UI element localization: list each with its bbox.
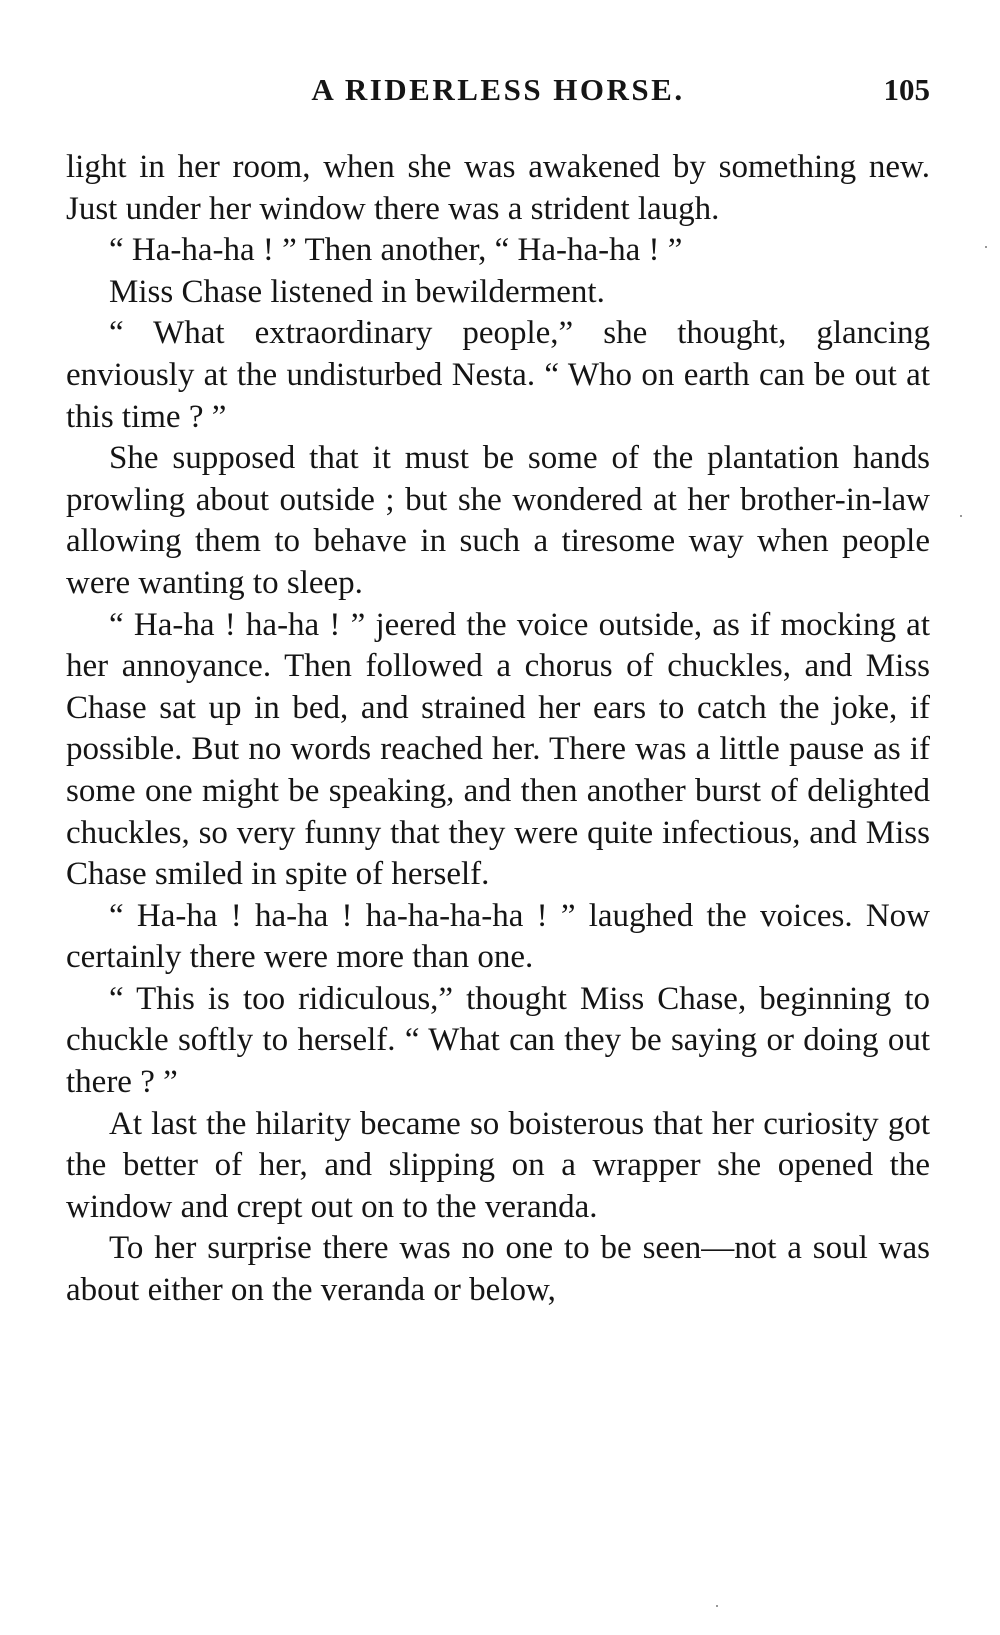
paragraph: light in her room, when she was awakened by something new. Just under her window there was a strident laugh. <box>66 149 930 227</box>
body-text <box>66 147 930 1312</box>
paper-speck <box>960 515 962 517</box>
paragraph: “ Ha-ha-ha ! ” Then another, “ Ha-ha-ha ! ” <box>109 232 683 269</box>
page-number: 105 <box>883 72 930 107</box>
paragraph: To her surprise there was no one to be seen—not a soul was about either on the veranda or below, <box>66 1230 930 1309</box>
paragraph: At last the hilarity became so boisterous that her curiosity got the better of her, and slipping on a wrapper she opened the window and crept out on to the veranda. <box>66 1105 930 1225</box>
paragraph: “ Ha-ha ! ha-ha ! ha-ha-ha-ha ! ” laughed the voices. Now certainly there were more than one. <box>66 897 930 976</box>
paragraph: She supposed that it must be some of the plantation hands prowling about outside ; but she wondered at her brother-in-law allowing them to behave in such a tiresome way when people were wanting to sleep. <box>66 440 930 601</box>
paragraph: “ What extraordinary people,” she thought, glancing enviously at the undisturbed Nesta. “ Who on earth can be out at this time ? ” <box>66 315 930 435</box>
running-header <box>66 70 930 120</box>
paragraph: “ This is too ridiculous,” thought Miss Chase, beginning to chuckle softly to herself. “ What can they be saying or doing out there ? ” <box>66 980 930 1101</box>
paragraph: Miss Chase listened in bewilderment. <box>109 273 605 310</box>
book-page <box>66 70 930 1312</box>
paper-speck <box>716 1605 718 1607</box>
paper-speck <box>985 246 987 248</box>
paragraph: “ Ha-ha ! ha-ha ! ” jeered the voice outside, as if mocking at her annoyance. Then followed a chorus of chuckles, and Miss Chase sat up in bed, and strained her ears to catch the joke, if possible. But no words reached her. There was a little pause as if some one might be speaking, and then another burst of delighted chuckles, so very funny that they were quite infectious, and Miss Chase smiled in spite of herself. <box>66 606 930 893</box>
running-title: A RIDERLESS HORSE. <box>311 72 685 107</box>
